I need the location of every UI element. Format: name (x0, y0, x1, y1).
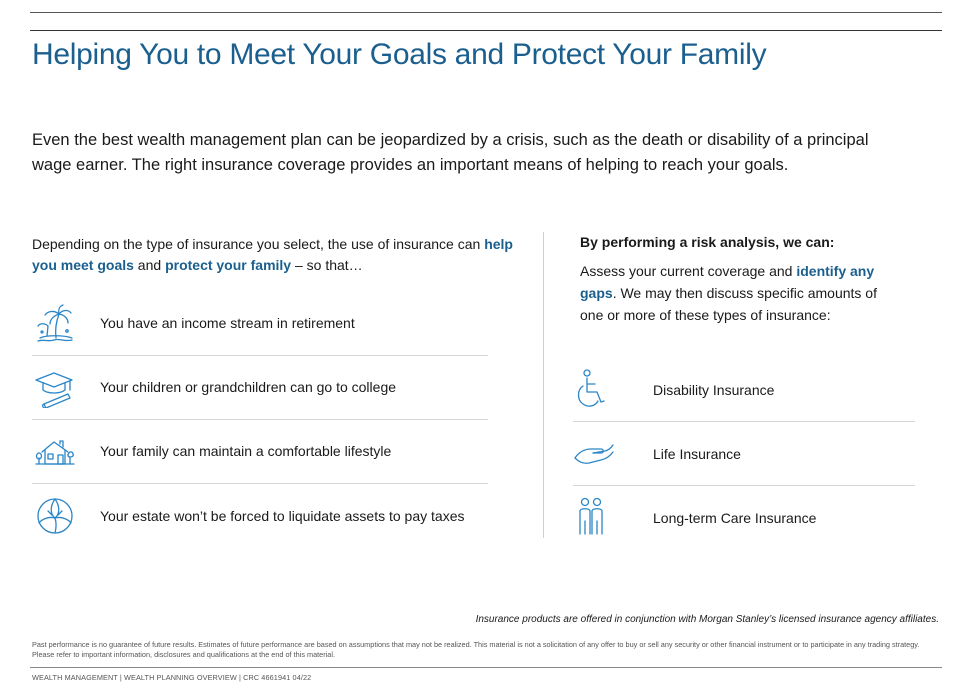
list-item (32, 356, 488, 420)
list-item-text: Disability Insurance (653, 381, 775, 398)
page-title: Helping You to Meet Your Goals and Protect Your Family (32, 38, 767, 71)
left-intro-c: – so that… (291, 257, 363, 273)
right-intro (580, 260, 900, 326)
identify-gaps-highlight: identify any gaps (580, 263, 875, 301)
list-item-text: You have an income stream in retirement (100, 315, 355, 331)
hand-icon (573, 432, 615, 476)
list-item (32, 420, 488, 484)
protect-family-highlight: protect your family (165, 257, 292, 273)
top-rule (30, 12, 942, 13)
list-item (32, 484, 488, 548)
list-item (32, 292, 488, 356)
right-intro-b: . We may then discuss specific amounts of one or more of these types of insurance: (580, 285, 877, 323)
left-intro (32, 234, 522, 276)
house-icon (34, 432, 76, 472)
graduation-cap-diploma-icon (34, 368, 76, 408)
insurance-affiliates-note: Insurance products are offered in conjunction with Morgan Stanley’s licensed insurance agency affiliates. (475, 614, 939, 625)
list-item (573, 422, 915, 486)
footer-rule (30, 667, 942, 668)
insurance-types-list (573, 358, 915, 550)
list-item (573, 358, 915, 422)
list-item-text: Life Insurance (653, 445, 741, 462)
estate-circle-icon (34, 496, 76, 536)
risk-analysis-heading: By performing a risk analysis, we can: (580, 234, 835, 250)
two-people-icon (573, 496, 615, 540)
left-intro-b: and (133, 257, 166, 273)
help-meet-goals-highlight: help you meet goals (32, 236, 513, 273)
list-item-text: Your estate won’t be forced to liquidate assets to pay taxes (100, 507, 465, 524)
column-divider (543, 232, 544, 538)
list-item-text: Long-term Care Insurance (653, 510, 817, 526)
right-intro-a: Assess your current coverage and (580, 263, 797, 279)
goals-list (32, 292, 488, 548)
list-item-text: Your family can maintain a comfortable lifestyle (100, 443, 392, 459)
disclaimer: Past performance is no guarantee of future results. Estimates of future performance are based on assumptions that may not be realized. This material is not a solicitation of any offer to buy or sell any security or other financial instrument or to participate in any trading strategy. Please refer to important information, disclosures and qualifications at the end of this material. (32, 640, 920, 659)
intro-paragraph: Even the best wealth management plan can be jeopardized by a crisis, such as the death or disability of a principal wage earner. The right insurance coverage provides an important means of helping to reach your goals. (32, 131, 869, 174)
page-footer: WEALTH MANAGEMENT | WEALTH PLANNING OVERVIEW | CRC 4661941 04/22 (32, 673, 312, 682)
list-item (573, 486, 915, 550)
wheelchair-icon (573, 368, 615, 412)
left-intro-a: Depending on the type of insurance you select, the use of insurance can (32, 236, 485, 252)
list-item-text: Your children or grandchildren can go to college (100, 379, 397, 395)
island-palm-icon (34, 304, 76, 344)
title-rule (30, 30, 942, 31)
